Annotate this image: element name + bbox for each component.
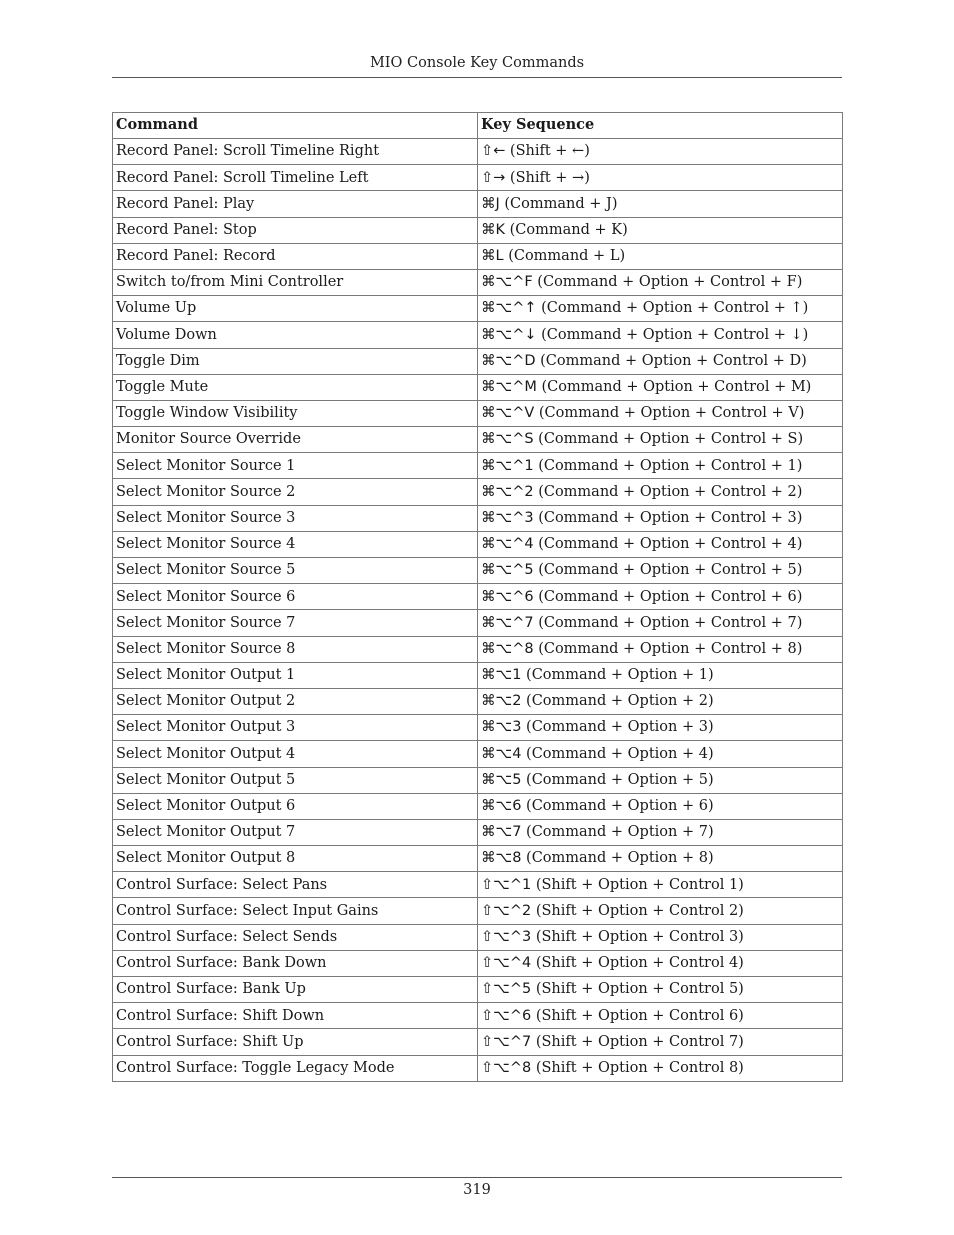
key-sequence-cell bbox=[478, 872, 843, 898]
page-title: MIO Console Key Commands bbox=[369, 55, 585, 71]
key-sequence-cell bbox=[478, 924, 843, 950]
key-description: (Shift + Option + Control 6) bbox=[531, 1007, 744, 1024]
command-cell: Select Monitor Output 1 bbox=[113, 662, 478, 688]
table-row bbox=[113, 296, 843, 322]
key-symbols: ⇧⌥^5 bbox=[481, 981, 532, 998]
command-cell: Select Monitor Output 8 bbox=[113, 846, 478, 872]
key-description: (Command + Option + Control + ↓) bbox=[536, 326, 809, 343]
key-sequence-cell bbox=[478, 269, 843, 295]
key-symbols: ⇧← bbox=[481, 143, 506, 160]
key-description: (Command + Option + Control + 4) bbox=[533, 536, 803, 553]
table-row bbox=[113, 348, 843, 374]
key-description: (Shift + Option + Control 1) bbox=[531, 876, 744, 893]
command-cell: Select Monitor Output 4 bbox=[113, 741, 478, 767]
table-row bbox=[113, 872, 843, 898]
table-row bbox=[113, 400, 843, 426]
key-description: (Command + Option + Control + 8) bbox=[533, 640, 803, 657]
page-number: 319 bbox=[463, 1182, 491, 1198]
key-symbols: ⌘⌥^5 bbox=[481, 562, 534, 579]
key-sequence-cell bbox=[478, 898, 843, 924]
command-cell: Volume Down bbox=[113, 322, 478, 348]
table-row bbox=[113, 505, 843, 531]
key-symbols: ⌘⌥^2 bbox=[481, 483, 534, 500]
table-row bbox=[113, 977, 843, 1003]
command-cell: Select Monitor Source 6 bbox=[113, 584, 478, 610]
key-sequence-cell bbox=[478, 950, 843, 976]
key-symbols: ⌘⌥^1 bbox=[481, 457, 534, 474]
page-header bbox=[112, 50, 842, 78]
key-description: (Command + Option + Control + S) bbox=[533, 431, 804, 448]
key-sequence-cell bbox=[478, 191, 843, 217]
key-sequence-cell bbox=[478, 767, 843, 793]
table-row bbox=[113, 793, 843, 819]
command-cell: Select Monitor Source 2 bbox=[113, 479, 478, 505]
command-cell: Select Monitor Output 3 bbox=[113, 715, 478, 741]
key-sequence-cell bbox=[478, 165, 843, 191]
key-sequence-cell bbox=[478, 400, 843, 426]
key-description: (Command + Option + Control + V) bbox=[534, 405, 805, 422]
table-row bbox=[113, 846, 843, 872]
command-cell: Control Surface: Toggle Legacy Mode bbox=[113, 1055, 478, 1081]
key-sequence-cell bbox=[478, 1029, 843, 1055]
command-cell: Toggle Window Visibility bbox=[113, 400, 478, 426]
key-sequence-cell bbox=[478, 819, 843, 845]
key-symbols: ⌘⌥^↑ bbox=[481, 300, 537, 317]
key-sequence-cell bbox=[478, 662, 843, 688]
key-description: (Command + Option + Control + D) bbox=[535, 352, 807, 369]
command-cell: Monitor Source Override bbox=[113, 427, 478, 453]
key-symbols: ⌘⌥^7 bbox=[481, 614, 534, 631]
command-cell: Select Monitor Source 5 bbox=[113, 558, 478, 584]
key-sequence-cell bbox=[478, 977, 843, 1003]
key-symbols: ⇧⌥^2 bbox=[481, 902, 532, 919]
key-symbols: ⌘⌥^M bbox=[481, 379, 537, 396]
command-cell: Record Panel: Scroll Timeline Left bbox=[113, 165, 478, 191]
command-cell: Select Monitor Output 5 bbox=[113, 767, 478, 793]
key-description: (Shift + Option + Control 7) bbox=[531, 1033, 744, 1050]
key-symbols: ⌘⌥^6 bbox=[481, 588, 534, 605]
command-cell: Control Surface: Bank Down bbox=[113, 950, 478, 976]
key-symbols: ⌘⌥7 bbox=[481, 824, 522, 841]
key-description: (Command + Option + Control + 1) bbox=[533, 457, 803, 474]
key-description: (Shift + →) bbox=[505, 169, 590, 186]
key-description: (Shift + Option + Control 4) bbox=[531, 955, 744, 972]
command-cell: Select Monitor Output 2 bbox=[113, 688, 478, 714]
key-symbols: ⌘⌥^S bbox=[481, 431, 534, 448]
command-cell: Control Surface: Select Input Gains bbox=[113, 898, 478, 924]
table-row bbox=[113, 243, 843, 269]
key-description: (Command + L) bbox=[503, 248, 626, 265]
key-symbols: ⇧⌥^4 bbox=[481, 955, 532, 972]
key-sequence-cell bbox=[478, 610, 843, 636]
table-row bbox=[113, 715, 843, 741]
key-symbols: ⌘⌥4 bbox=[481, 745, 522, 762]
key-sequence-cell bbox=[478, 846, 843, 872]
footer-rule bbox=[112, 1177, 842, 1178]
table-row bbox=[113, 819, 843, 845]
command-cell: Select Monitor Output 6 bbox=[113, 793, 478, 819]
table-row bbox=[113, 924, 843, 950]
table-row bbox=[113, 767, 843, 793]
key-symbols: ⌘⌥^3 bbox=[481, 509, 534, 526]
table-row bbox=[113, 165, 843, 191]
command-cell: Toggle Mute bbox=[113, 374, 478, 400]
key-description: (Command + K) bbox=[505, 221, 628, 238]
table-row bbox=[113, 688, 843, 714]
key-symbols: ⌘⌥2 bbox=[481, 693, 522, 710]
key-description: (Shift + Option + Control 2) bbox=[531, 902, 744, 919]
key-description: (Command + Option + Control + 7) bbox=[533, 614, 803, 631]
key-sequence-cell bbox=[478, 505, 843, 531]
key-symbols: ⌘⌥^V bbox=[481, 405, 535, 422]
command-cell: Control Surface: Shift Up bbox=[113, 1029, 478, 1055]
table-row bbox=[113, 1055, 843, 1081]
key-symbols: ⌘⌥^4 bbox=[481, 536, 534, 553]
key-sequence-cell bbox=[478, 741, 843, 767]
table-row bbox=[113, 1003, 843, 1029]
table-row bbox=[113, 558, 843, 584]
key-sequence-cell bbox=[478, 139, 843, 165]
command-cell: Record Panel: Stop bbox=[113, 217, 478, 243]
key-description: (Shift + Option + Control 8) bbox=[531, 1059, 744, 1076]
key-description: (Command + Option + Control + 2) bbox=[533, 483, 803, 500]
table-row bbox=[113, 479, 843, 505]
key-symbols: ⌘⌥5 bbox=[481, 771, 522, 788]
key-symbols: ⌘L bbox=[481, 248, 504, 265]
key-symbols: ⌘⌥3 bbox=[481, 719, 522, 736]
key-sequence-cell bbox=[478, 374, 843, 400]
key-symbols: ⌘⌥8 bbox=[481, 850, 522, 867]
command-cell: Record Panel: Play bbox=[113, 191, 478, 217]
command-cell: Select Monitor Source 4 bbox=[113, 531, 478, 557]
command-cell: Switch to/from Mini Controller bbox=[113, 269, 478, 295]
key-sequence-cell bbox=[478, 296, 843, 322]
key-description: (Command + Option + 4) bbox=[521, 745, 714, 762]
header-rule bbox=[112, 77, 842, 78]
command-cell: Select Monitor Source 3 bbox=[113, 505, 478, 531]
key-description: (Command + Option + 7) bbox=[521, 824, 714, 841]
key-sequence-cell bbox=[478, 636, 843, 662]
key-description: (Command + Option + 3) bbox=[521, 719, 714, 736]
key-description: (Command + Option + Control + ↑) bbox=[536, 300, 809, 317]
command-cell: Toggle Dim bbox=[113, 348, 478, 374]
table-row bbox=[113, 662, 843, 688]
table-header-row bbox=[113, 113, 843, 139]
key-sequence-cell bbox=[478, 427, 843, 453]
key-description: (Command + Option + 2) bbox=[521, 693, 714, 710]
key-description: (Command + Option + 8) bbox=[521, 850, 714, 867]
table-row bbox=[113, 269, 843, 295]
key-sequence-cell bbox=[478, 715, 843, 741]
key-symbols: ⇧→ bbox=[481, 169, 506, 186]
key-symbols: ⌘⌥^D bbox=[481, 352, 536, 369]
command-cell: Control Surface: Select Sends bbox=[113, 924, 478, 950]
key-symbols: ⇧⌥^8 bbox=[481, 1059, 532, 1076]
key-symbols: ⇧⌥^7 bbox=[481, 1033, 532, 1050]
command-cell: Select Monitor Source 8 bbox=[113, 636, 478, 662]
key-symbols: ⌘⌥1 bbox=[481, 667, 522, 684]
key-symbols: ⌘⌥^↓ bbox=[481, 326, 537, 343]
key-description: (Shift + Option + Control 5) bbox=[531, 981, 744, 998]
key-description: (Command + Option + 5) bbox=[521, 771, 714, 788]
key-description: (Shift + ←) bbox=[505, 143, 590, 160]
table-row bbox=[113, 322, 843, 348]
key-description: (Command + Option + 6) bbox=[521, 798, 714, 815]
key-sequence-cell bbox=[478, 348, 843, 374]
command-cell: Control Surface: Shift Down bbox=[113, 1003, 478, 1029]
key-symbols: ⌘K bbox=[481, 221, 506, 238]
key-description: (Command + Option + Control + 5) bbox=[533, 562, 803, 579]
key-sequence-cell bbox=[478, 453, 843, 479]
key-sequence-cell bbox=[478, 584, 843, 610]
key-sequence-cell bbox=[478, 558, 843, 584]
key-sequence-cell bbox=[478, 1003, 843, 1029]
command-cell: Volume Up bbox=[113, 296, 478, 322]
table-row bbox=[113, 584, 843, 610]
table-row bbox=[113, 217, 843, 243]
key-symbols: ⇧⌥^3 bbox=[481, 928, 532, 945]
key-symbols: ⌘J bbox=[481, 195, 500, 212]
command-cell: Control Surface: Select Pans bbox=[113, 872, 478, 898]
column-header-command: Command bbox=[113, 113, 478, 139]
key-symbols: ⌘⌥^8 bbox=[481, 640, 534, 657]
table-row bbox=[113, 898, 843, 924]
key-symbols: ⇧⌥^6 bbox=[481, 1007, 532, 1024]
table-row bbox=[113, 950, 843, 976]
key-commands-table bbox=[112, 112, 843, 1082]
command-cell: Record Panel: Record bbox=[113, 243, 478, 269]
table-row bbox=[113, 374, 843, 400]
key-symbols: ⇧⌥^1 bbox=[481, 876, 532, 893]
command-cell: Select Monitor Source 1 bbox=[113, 453, 478, 479]
key-description: (Command + Option + Control + 3) bbox=[533, 509, 803, 526]
key-description: (Command + Option + Control + M) bbox=[536, 379, 812, 396]
table-row bbox=[113, 427, 843, 453]
table-row bbox=[113, 1029, 843, 1055]
table-row bbox=[113, 531, 843, 557]
key-symbols: ⌘⌥6 bbox=[481, 798, 522, 815]
page-footer bbox=[112, 1177, 842, 1207]
key-sequence-cell bbox=[478, 531, 843, 557]
command-cell: Control Surface: Bank Up bbox=[113, 977, 478, 1003]
table-row bbox=[113, 139, 843, 165]
command-cell: Record Panel: Scroll Timeline Right bbox=[113, 139, 478, 165]
command-cell: Select Monitor Output 7 bbox=[113, 819, 478, 845]
key-sequence-cell bbox=[478, 217, 843, 243]
table-row bbox=[113, 453, 843, 479]
key-sequence-cell bbox=[478, 688, 843, 714]
table-row bbox=[113, 191, 843, 217]
key-sequence-cell bbox=[478, 1055, 843, 1081]
table-row bbox=[113, 741, 843, 767]
key-description: (Shift + Option + Control 3) bbox=[531, 928, 744, 945]
table-row bbox=[113, 610, 843, 636]
key-sequence-cell bbox=[478, 479, 843, 505]
key-sequence-cell bbox=[478, 322, 843, 348]
column-header-key-sequence: Key Sequence bbox=[478, 113, 843, 139]
key-description: (Command + Option + Control + 6) bbox=[533, 588, 803, 605]
table-row bbox=[113, 636, 843, 662]
key-sequence-cell bbox=[478, 243, 843, 269]
key-description: (Command + Option + 1) bbox=[521, 667, 714, 684]
key-description: (Command + Option + Control + F) bbox=[532, 274, 803, 291]
key-symbols: ⌘⌥^F bbox=[481, 274, 533, 291]
key-description: (Command + J) bbox=[499, 195, 618, 212]
command-cell: Select Monitor Source 7 bbox=[113, 610, 478, 636]
key-sequence-cell bbox=[478, 793, 843, 819]
